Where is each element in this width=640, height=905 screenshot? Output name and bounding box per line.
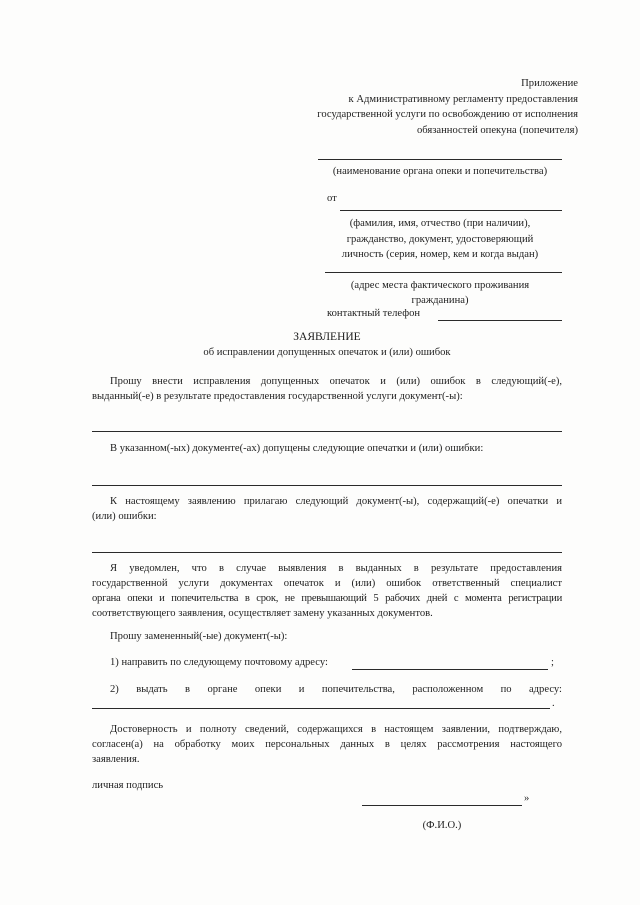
header-line: к Административному регламенту предоставления	[348, 93, 578, 105]
errors-field[interactable]	[92, 485, 562, 486]
text-line: государственной услуги документах опечаток и (или) ошибок ответственный специалист	[92, 578, 562, 589]
documents-field[interactable]	[92, 431, 562, 432]
text-line: выданный(-е) в результате предоставления государственной услуги документ(-ы):	[92, 391, 463, 402]
paragraph-notice	[92, 561, 562, 621]
text-line: органа опеки и попечительства в срок, не превышающий 5 рабочих дней с момента регистрации	[92, 593, 562, 604]
address-label	[318, 278, 562, 308]
applicant-label-line: личность (серия, номер, кем и когда выдан)	[341, 249, 539, 260]
text-line: К настоящему заявлению прилагаю следующий документ(-ы), содержащий(-е) опечатки и	[110, 496, 562, 507]
header-line: обязанностей опекуна (попечителя)	[416, 124, 578, 136]
organ-name-label: (наименование органа опеки и попечительства)	[332, 166, 548, 177]
option-pickup: 2) выдать в органе опеки и попечительства, расположенном по адресу:	[110, 684, 562, 695]
paragraph-replace: Прошу замененный(-ые) документ(-ы):	[110, 631, 288, 642]
text-line: Я уведомлен, что в случае выявления в выданных в результате предоставления	[110, 563, 562, 574]
text-line: Прошу внести исправления допущенных опечаток и (или) ошибок в следующий(-е),	[110, 376, 562, 387]
paragraph-attachments	[92, 494, 562, 524]
paragraph-consent	[92, 722, 562, 767]
option-pickup-end: .	[552, 698, 555, 709]
phone-label: контактный телефон	[327, 308, 421, 319]
text-line: Достоверность и полноту сведений, содержащихся в настоящем заявлении, подтверждаю,	[110, 724, 562, 735]
document-subtitle: об исправлении допущенных опечаток и (или) ошибок	[203, 347, 451, 358]
from-word: от	[327, 193, 337, 204]
attachments-field[interactable]	[92, 552, 562, 553]
address-label-line: гражданина)	[411, 295, 469, 306]
applicant-name-field[interactable]	[340, 210, 562, 211]
signature-label: личная подпись	[92, 780, 164, 791]
text-line: заявления.	[92, 754, 140, 765]
organ-name-field[interactable]	[318, 159, 562, 160]
option-pickup-line	[110, 684, 562, 695]
applicant-label-line: (фамилия, имя, отчество (при наличии),	[349, 218, 531, 229]
text-line: соответствующего заявления, осуществляет замену указанных документов.	[92, 608, 433, 619]
applicant-label	[318, 216, 562, 263]
applicant-label-line: гражданство, документ, удостоверяющий	[346, 233, 534, 245]
text-line: согласен(а) на обработку моих персональных данных в целях рассмотрения настоящего	[92, 739, 562, 750]
phone-field[interactable]	[438, 320, 562, 321]
option-mail-end: ;	[551, 657, 554, 668]
signature-quote: »	[524, 793, 530, 804]
postal-address-field[interactable]	[352, 669, 548, 670]
header-line: Приложение	[521, 78, 578, 89]
signature-field[interactable]	[362, 805, 522, 806]
address-label-line: (адрес места фактического проживания	[350, 280, 530, 291]
paragraph-request	[92, 374, 562, 404]
text-line: (или) ошибки:	[92, 511, 157, 522]
fio-label: (Ф.И.О.)	[422, 820, 462, 831]
document-title: ЗАЯВЛЕНИЕ	[293, 331, 361, 343]
option-mail: 1) направить по следующему почтовому адресу:	[110, 657, 328, 668]
text-line: В указанном(-ых) документе(-ах) допущены следующие опечатки и (или) ошибки:	[110, 443, 484, 454]
appendix-header	[317, 76, 578, 138]
pickup-address-field[interactable]	[92, 708, 550, 709]
paragraph-errors	[92, 441, 562, 456]
header-line: государственной услуги по освобождению от исполнения	[317, 109, 578, 120]
address-field[interactable]	[325, 272, 562, 273]
